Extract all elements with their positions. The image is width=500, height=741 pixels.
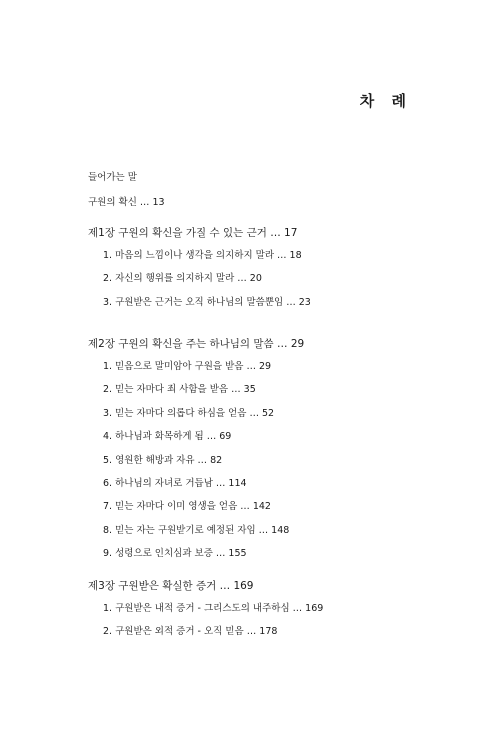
chapter-2-items — [88, 355, 304, 566]
chapter-2 — [88, 333, 304, 566]
chapter-3 — [88, 575, 323, 644]
toc-item: 9. 성령으로 인치심과 보증 … 155 — [103, 548, 247, 560]
toc-item: 2. 믿는 자마다 죄 사함을 받음 … 35 — [103, 384, 256, 396]
intro-list — [88, 165, 165, 215]
toc-item: 3. 믿는 자마다 의롭다 하심을 얻음 … 52 — [103, 407, 275, 419]
toc-entry-preface: 들어가는 말 — [88, 172, 137, 183]
chapter-3-items — [88, 597, 323, 644]
toc-item: 6. 하나님의 자녀로 거듭남 … 114 — [103, 477, 247, 489]
toc-item: 1. 마음의 느낌이나 생각을 의지하지 말라 … 18 — [103, 250, 302, 261]
toc-item: 1. 구원받은 내적 증거 - 그리스도의 내주하심 … 169 — [103, 603, 324, 614]
toc-item: 8. 믿는 자는 구원받기로 예정된 자임 … 148 — [103, 524, 290, 536]
chapter-1-items — [88, 244, 311, 314]
toc-item: 3. 구원받은 근거는 오직 하나님의 말씀뿐임 … 23 — [103, 296, 311, 308]
toc-item: 4. 하나님과 화목하게 됨 … 69 — [103, 431, 232, 443]
toc-item: 5. 영원한 해방과 자유 … 82 — [103, 454, 223, 466]
toc-item: 2. 구원받은 외적 증거 - 오직 믿음 … 178 — [103, 626, 278, 638]
chapter-1 — [88, 222, 311, 314]
chapter-2-title: 제2장 구원의 확신을 주는 하나님의 말씀 … 29 — [88, 338, 305, 350]
toc-item: 2. 자신의 행위를 의지하지 말라 … 20 — [103, 273, 262, 285]
page-title: 차 례 — [359, 92, 412, 110]
chapter-3-title: 제3장 구원받은 확실한 증거 … 169 — [88, 580, 254, 592]
toc-entry-assurance: 구원의 확신 … 13 — [88, 197, 165, 208]
chapter-1-title: 제1장 구원의 확신을 가질 수 있는 근거 … 17 — [88, 227, 298, 239]
toc-item: 1. 믿음으로 말미암아 구원을 받음 … 29 — [103, 361, 272, 372]
toc-item: 7. 믿는 자마다 이미 영생을 얻음 … 142 — [103, 501, 271, 513]
